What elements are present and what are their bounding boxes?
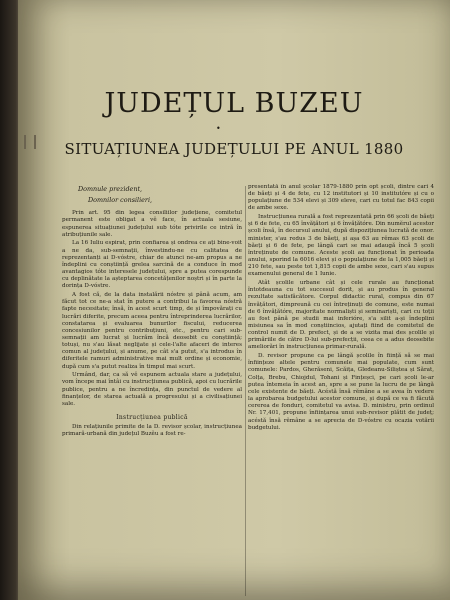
paragraph: Prin art. 95 din legea consiliilor județiene, comitetul permanent este obligat a vĕ face, în actuala sesiune, espunerea situațiunei județului sub tóte privirile ce intră în atribuțiunile sale.: [62, 210, 242, 238]
column-divider: [245, 186, 246, 596]
left-column: [62, 184, 242, 594]
paragraph: Instrucțiunea rurală a fost reprezentată prin 66 școli de băeți și 6 de fete, cu 65 învățători și 6 învățătóre. Din numĕrul acestor școli însă, în decursul anului, după dispozițiunea lucrată de onor. minister, s'au redus 3 de băeți, și așa 63 au rĕmas 63 școli de băeți și 6 de fete, pe lângă cari se mai adaugă încă 5 școli întreținute de comune. Aceste școli au funcționat în perioada anului, sporind la 6016 elevi și o populațiune de la 1,005 băeți și 210 fete, sau peste tot 1,815 copii de ambe sexe, cari s'au supus examenului general de 1 Iunie.: [248, 214, 434, 278]
section-heading: Instrucțiunea publică: [116, 414, 188, 422]
title-ornament: •: [216, 124, 221, 133]
salutation-councillors: Domnilor consilieri,: [88, 196, 153, 205]
paragraph: Urmând, dar, ca să vĕ espunem actuala stare a județului, vom începe mai întâi cu instrucțiunea publică, apoi cu lucrările publice, pentru a ne încredința, din punctul de vedere al finanțelor, de starea actuală a progresului și a civilisațiunei sale.: [62, 372, 242, 407]
book-page: [18, 0, 450, 600]
paragraph: D. revisor propune ca pe lângă școlile în ființă să se mai înființeze altele pentru comunele mai populate, cum sunt comunele: Pardos, Gherăseni, Scăița, Gledeanu-Siliștea și Sărat, Colța, Brebu, Chiojdul, Tohani și Fințeșci, pe cari școli le-ar putea întemeia în acest an, spre a se pune la lucru de pe lângă cele existente de băeți. Acéstă însă rĕmâne a se avea în vedere la aprobarea budgetului acestor comune, și după ce va fi făcută cererea de fonduri, comitetul va avisa. D. ministru, prin ordinul Nr. 17,401, propune înființarea unui sub-revisor plătit de județ; acéstă însă rĕmâne a se aprecia de D-vóstre cu ocazia votării budgetului.: [248, 353, 434, 431]
page-title: JUDEȚUL BUZEU: [104, 88, 364, 119]
paragraph: A fost că, de la data instalării nóstre și până acum, am făcut tot ce ne-a stat în putere a contribui la favorea nóstră fapte necesitate; însă, în acest scurt timp, de și împovărați cu lucrări diferite, precum aceea pentru întreprinderea lucrărilor, constatarea și evaluarea bunurilor fiscului, reducerea concesiunilor pentru contribuțiuni, etc., pentru cari sub-semnații am lucrat și lucrăm încă deosebit cu conștiință; totuși, nu s'au lăsat neglijate și cele-l'alte afaceri de interes comun al județului, și anume, pe cât s'a putut, s'a introdus în diferitele ramuri administrative mai mult ordine și economie, după cum s'a putut realiza în timpul mai scurt.: [62, 292, 242, 370]
paragraph: presentată în anul școlar 1879-1880 prin opt școli, dintre cari 4 de băeți și 4 de fete, cu 12 institutori și 10 institutóre și cu o populațiune de 534 elevi și 309 eleve, cari cu totul fac 843 copii de ambe sexe.: [248, 184, 434, 212]
paragraph: Atât școlile urbane cât și cele rurale au funcționat întotdeauna cu tot succesul dorit, și au produs în general rezultate satisfăcătore. Corpul didactic rural, compus din 67 învățători, dimpreună cu cei întreținuți de comune, este numai de 6 învățătóre, majoritate normaliști și seminariști, cari cu toții au fost până pe studii mai inferióre, s'a silit a-și îndeplini misiunea sa în mod conștiincios, ajutați fiind de comitetul de control numit de D. prefect, și de a se vizita mai des școlile și primăriile de către D-lui sub-prefecții, ceea ce a adus deosebite ameliorări în instrucțiunea primar-rurală.: [248, 280, 434, 351]
page-subtitle: SITUAȚIUNEA JUDEȚULUI PE ANUL 1880: [64, 140, 404, 158]
right-column: [248, 184, 434, 594]
paragraph: Din relațiunile primite de la D. revisor școlar, instrucțiunea primară-urbană din județul Buzĕu a fost re-: [62, 424, 242, 438]
paragraph: La 16 Iuliu espirat, prin confiarea și ondrea ce ați bine-voit a ne da, sub-semnații, învestindu-ne cu calitatea de reprezentanți ai D-vóstre, chiar de atunci ne-am propus a ne îndeplini cu conștiință grelea sarcină de a conduce în mod avantagios tóte interesele județului, spre a putea corespunde cu deplinătate la așteptarea concetățenilor noștri și în parte la dorința D-vóstre.: [62, 240, 242, 290]
salutation-president: Domnule prezident,: [78, 185, 143, 193]
